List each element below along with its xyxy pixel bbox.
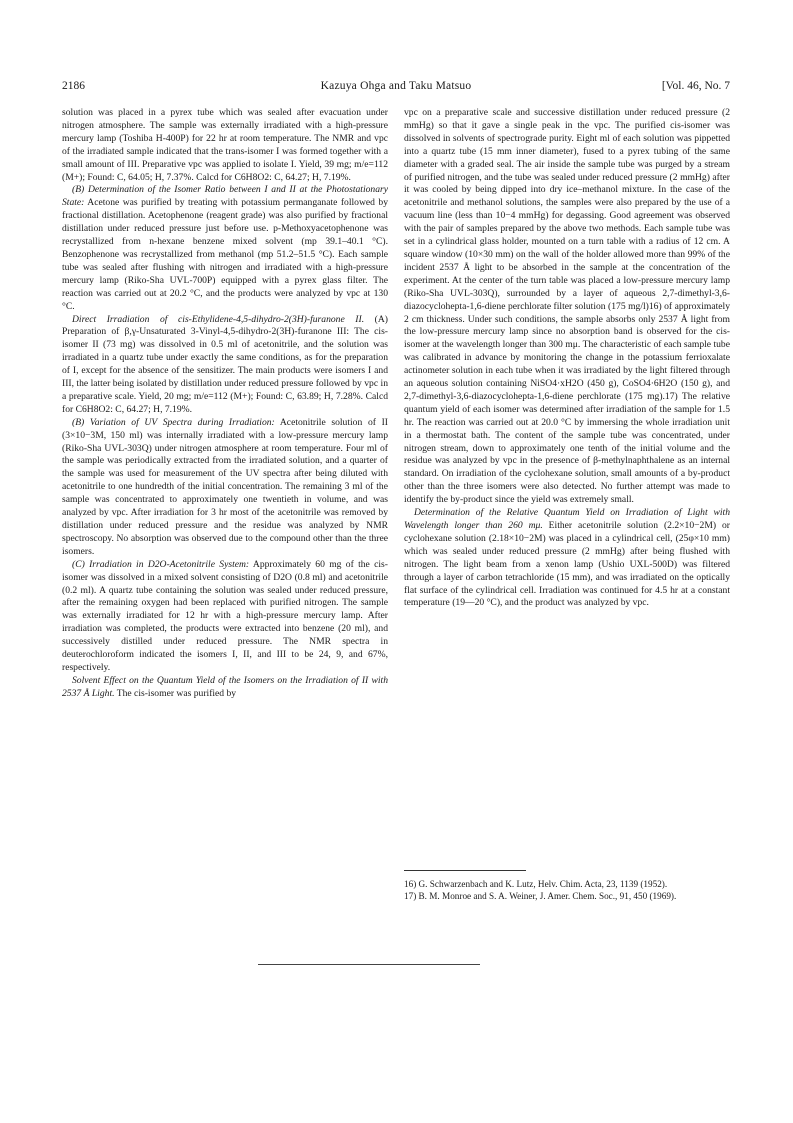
- right-column: [404, 107, 730, 610]
- paragraph-text: solution was placed in a pyrex tube which was sealed after evacuation under nitrogen atmosphere. The sample was externally irradiated with a high-pressure mercury lamp (Toshiba H-400P) for 22 hr at room temperature. The NMR and vpc of the irradiated sample indicated that the trans-isomer I was formed together with a small amount of III. Preparative vpc was applied to isolate I. Yield, 39 mg; m/e=112 (M+); Found: C, 64.05; H, 7.37%. Calcd for C6H8O2: C, 64.27; H, 7.19%.: [62, 107, 388, 183]
- paragraph: [62, 675, 388, 701]
- paragraph-text: Either acetonitrile solution (2.2×10−2M) or cyclohexane solution (2.18×10−2M) was placed in a cylindrical cell, (25φ×10 mm) which was sealed under reduced pressure (2 mmHg) after being flushed with nitrogen. The light beam from a xenon lamp (Ushio UXL-500D) was filtered through a layer of carbon tetrachloride (15 mm), and was irradiated on the optically flat surface of the cylindrical cell. Irradiation was continued for 4.5 hr at a constant temperature (19—20 °C), and the product was analyzed by vpc.: [404, 520, 730, 609]
- section-label: (B) Determination of the Isomer Ratio between I and II at the Photostationary State:: [62, 184, 388, 209]
- paragraph-text: Acetonitrile solution of II (3×10−3M, 150 ml) was internally irradiated with a low-pressure mercury lamp (Riko-Sha UVL-303Q) under nitrogen atmosphere at room temperature. Four ml of the sample was periodically extracted from the irradiated solution, and a quarter of the sample was used for measurement of the UV spectra after being diluted with acetonitrile to one hundredth of the initial concentration. The remaining 3 ml of the sample was concentrated to approximately one twentieth in volume, and was analyzed by vpc. After irradiation for 3 hr most of the acetonitrile was removed by distillation under reduced pressure and the residue was analyzed by NMR spectroscopy. No absorption was observed due to the compound other than the three isomers.: [62, 416, 388, 557]
- paragraph: [404, 107, 730, 507]
- paragraph-text: vpc on a preparative scale and successive distillation under reduced pressure (2 mmHg) so that it gave a single peak in the vpc. The purified cis-isomer was dissolved in solvents of spectrograde purity. Eight ml of each solution was pippetted into a quartz tube (15 mm inner diameter), fused to a pyrex tubing of the same diameter with a graded seal. The air inside the sample tube was purged by a stream of purified nitrogen, and the tube was sealed under reduced pressure (2 mmHg) after it was cooled by being dipped into dry ice–methanol mixture. In the case of the acetonitrile and methanol solutions, the samples were also prepared by the use of a vacuum line (less than 10−4 mmHg) for degassing. Good agreement was observed with the pair of samples prepared by the above two methods. Each sample tube was set in a cylindrical glass holder, mounted on a turn table with a radius of 12 cm. A square window (10×30 mm) on the wall of the holder allowed more than 99% of the incident 2537 Å light to be absorbed in the sample at the concentration of the experiment. At the center of the turn table was placed a low-pressure mercury lamp (Riko-Sha UVL-303Q), surrounded by a layer of aqueous 2,7-dimethyl-3,6-diazocyclohepta-1,6-diene perchlorate filter solution (175 mg/l)16) of approximately 2 cm thickness. Under such conditions, the sample absorbs only 2537 Å light from the low-pressure mercury lamp since no absorption band is observed for the cis-isomer at the wavelength longer than 300 mμ. The characteristic of each sample tube was calibrated in advance by monitoring the change in the potassium ferrioxalate actinometer solution in each tube when it was irradiated by the light filtered through an aqueous solution containing NiSO4·xH2O (450 g), CoSO4·6H2O (150 g), and 2,7-dimethyl-3,6-diazocyclohepta-1,6-diene perchlorate (175 mg).17) The relative quantum yield of each isomer was determined after irradiation of the sample for 1.5 hr. The reaction was carried out at 20.0 °C by immersing the whole irradiation unit in a thermostat bath. The content of the sample tube was concentrated, under nitrogen stream, down to approximately one tenth of the initial volume and the residue was analyzed by vpc in the presence of β-methylnaphthalene as an internal standard. On irradiation of the cyclohexane solution, small amounts of a by-product other than the three isomers were also detected. No further attempt was made to identify the by-product since the yield was extremely small.: [404, 107, 730, 506]
- reference-item: 17) B. M. Monroe and S. A. Weiner, J. Amer. Chem. Soc., 91, 450 (1969).: [404, 891, 677, 902]
- left-column: [62, 107, 388, 701]
- running-authors: Kazuya Ohga and Taku Matsuo: [320, 80, 472, 92]
- section-label: (B) Variation of UV Spectra during Irradiation:: [72, 416, 275, 428]
- bottom-rule: [258, 964, 480, 965]
- paragraph: [62, 107, 388, 184]
- page-number: 2186: [62, 80, 85, 92]
- reference-item: 16) G. Schwarzenbach and K. Lutz, Helv. Chim. Acta, 23, 1139 (1952).: [404, 879, 668, 889]
- paragraph-text: (A) Preparation of β,γ-Unsaturated 3-Vinyl-4,5-dihydro-2(3H)-furanone III: The cis-isomer II (73 mg) was dissolved in 0.5 ml of acetonitrile, and the solution was irradiated in a quartz tube under exactly the same conditions, as for the preparation of I, except for the absence of the sensitizer. The main products were isomers I and III, the latter being isolated by distillation under reduced pressure followed by vpc in a preparative scale. Yield, 20 mg; m/e=112 (M+); Found: C, 63.89; H, 7.28%. Calcd for C6H8O2: C, 64.27; H, 7.19%.: [62, 313, 389, 415]
- section-label: Solvent Effect on the Quantum Yield of the Isomers on the Irradiation of II with 2537 Å Light.: [62, 674, 388, 699]
- section-label: (C) Irradiation in D2O-Acetonitrile System:: [72, 558, 250, 570]
- section-label: Determination of the Relative Quantum Yield on Irradiation of Light with Wavelength longer than 260 mμ.: [404, 507, 730, 531]
- paragraph-text: The cis-isomer was purified by: [114, 687, 237, 699]
- paragraph: [62, 417, 388, 559]
- page-header: [62, 80, 730, 96]
- volume-info: [Vol. 46, No. 7: [661, 80, 730, 92]
- paragraph: [62, 559, 388, 675]
- paragraph: [62, 314, 388, 417]
- paragraph-text: Approximately 60 mg of the cis-isomer was dissolved in a mixed solvent consisting of D2O (0.8 ml) and acetonitrile (0.2 ml). A quartz tube containing the solution was sealed under reduced pressure, after the remaining oxygen had been replaced with purified nitrogen. The sample was externally irradiated for 12 hr with a high-pressure mercury lamp. After irradiation was completed, the products were extracted into benzene (20 ml), and successively distilled under reduced pressure. The NMR spectra in deuterochloroform indicated the isomers I, II, and III to be 24, 9, and 67%, respectively.: [62, 558, 388, 673]
- paragraph-text: Acetone was purified by treating with potassium permanganate followed by fractional distillation. Acetophenone (reagent grade) was also purified by fractional distillation under reduced pressure just before use. p-Methoxyacetophenone was recrystallized from n-hexane benzene mixed solvent (mp 39.1–40.1 °C). Benzophenone was recrystallized from methanol (mp 51.2–51.5 °C). Each sample tube was sealed after flushing with nitrogen and irradiated with a high-pressure mercury lamp (Riko-Sha UVL-700P) equipped with a pyrex glass filter. The reaction was carried out at 20.2 °C, and the products were analyzed by vpc at 130 °C.: [62, 197, 388, 312]
- references: [404, 878, 730, 903]
- footnote-rule: [404, 870, 526, 871]
- paragraph: [404, 507, 730, 610]
- paragraph: [62, 184, 388, 313]
- section-label: Direct Irradiation of cis-Ethylidene-4,5-dihydro-2(3H)-furanone II.: [72, 313, 365, 325]
